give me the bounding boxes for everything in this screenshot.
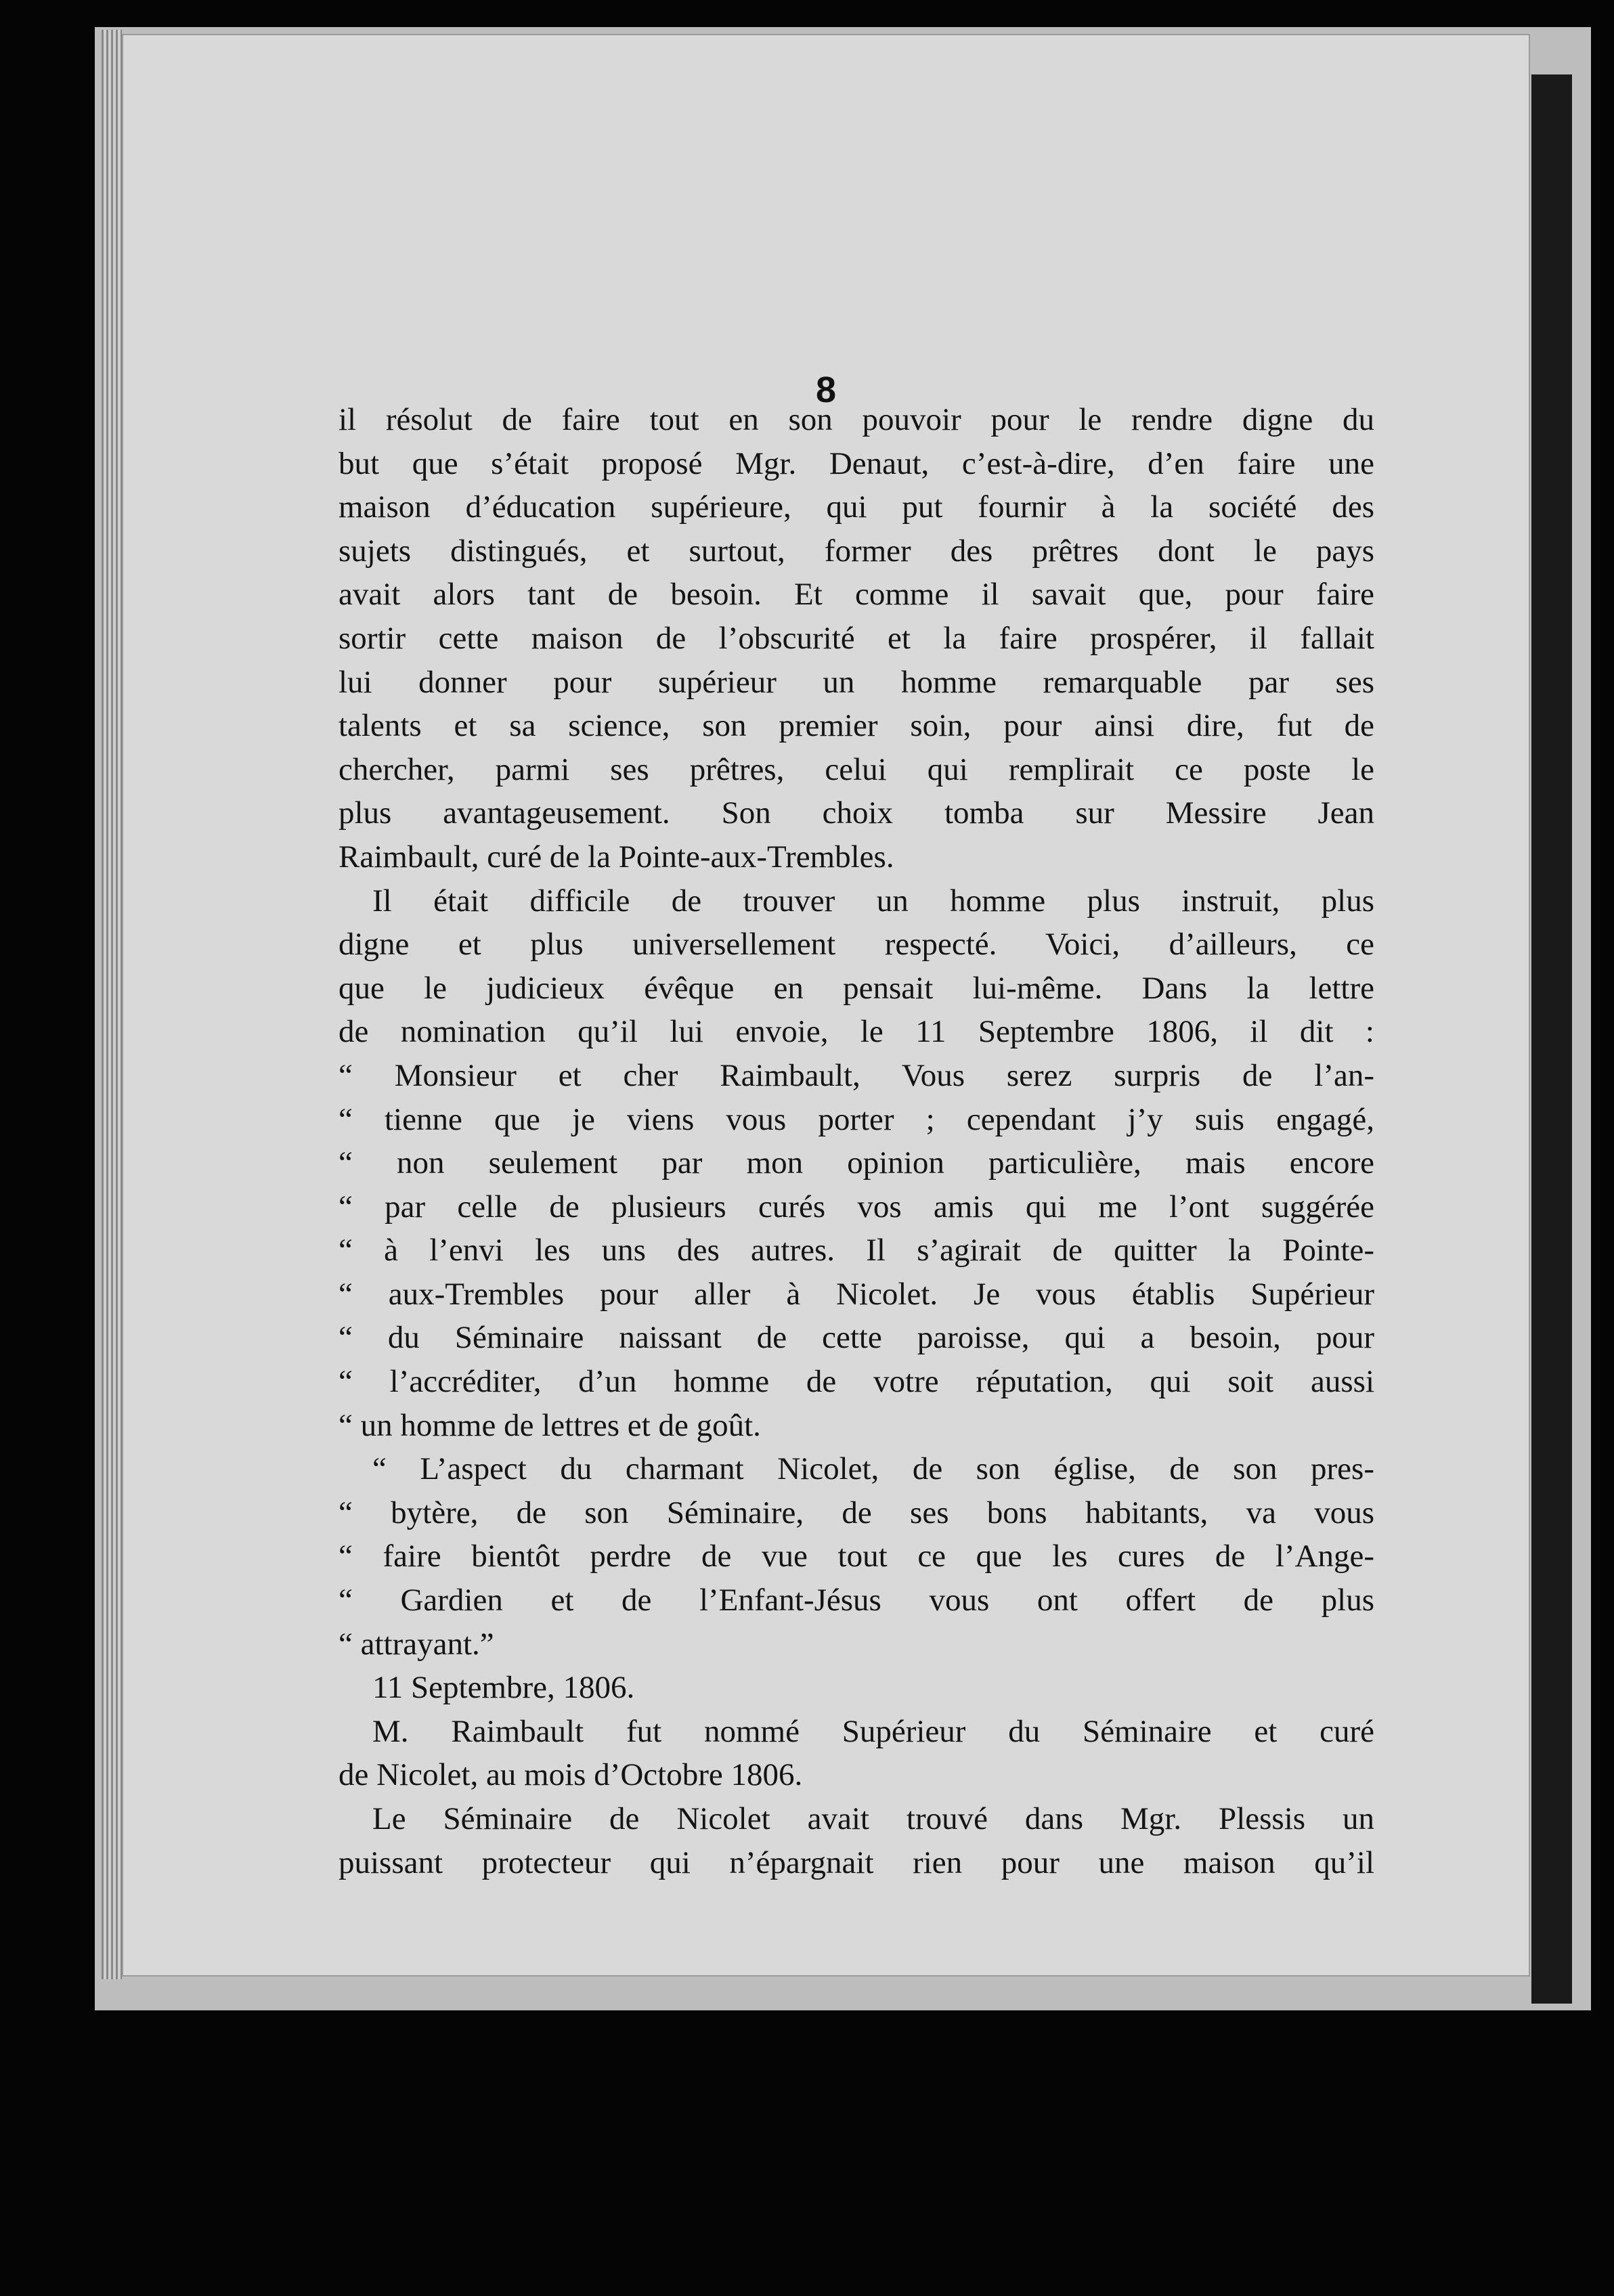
facing-page-edge [1531,74,1572,2004]
body-text [339,398,1374,1884]
text-line: “ bytère, de son Séminaire, de ses bons habitants, va vous [339,1495,1374,1530]
text-line: “ un homme de lettres et de goût. [339,1407,761,1443]
text-line: digne et plus universellement respecté. Voici, d’ailleurs, ce [339,927,1374,963]
text-line: Raimbault, curé de la Pointe-aux-Trembles. [339,839,894,875]
text-line: que le judicieux évêque en pensait lui-même. Dans la lettre [339,970,1374,1006]
text-line: “ attrayant.” [339,1626,494,1662]
text-line: talents et sa science, son premier soin, pour ainsi dire, fut de [339,708,1374,744]
text-line: Il était difficile de trouver un homme plus instruit, plus [372,883,1374,919]
page-edge [102,30,122,1979]
text-line: puissant protecteur qui n’épargnait rien pour une maison qu’il [339,1845,1374,1880]
text-line: “ L’aspect du charmant Nicolet, de son église, de son pres- [372,1451,1374,1487]
text-line: “ non seulement par mon opinion particulière, mais encore [339,1145,1374,1181]
text-line: “ tienne que je viens vous porter ; cependant j’y suis engagé, [339,1101,1374,1137]
text-line: lui donner pour supérieur un homme remarquable par ses [339,664,1374,700]
text-line: “ par celle de plusieurs curés vos amis qui me l’ont suggérée [339,1189,1374,1224]
text-line: il résolut de faire tout en son pouvoir pour le rendre digne du [339,402,1374,437]
text-line: de Nicolet, au mois d’Octobre 1806. [339,1757,803,1793]
text-line: 11 Septembre, 1806. [372,1670,635,1706]
text-line: “ Monsieur et cher Raimbault, Vous serez surpris de l’an- [339,1057,1374,1093]
text-line: Le Séminaire de Nicolet avait trouvé dans Mgr. Plessis un [372,1801,1374,1836]
text-line: “ Gardien et de l’Enfant-Jésus vous ont offert de plus [339,1583,1374,1618]
text-line: “ l’accréditer, d’un homme de votre réputation, qui soit aussi [339,1364,1374,1400]
text-line: “ aux-Trembles pour aller à Nicolet. Je vous établis Supérieur [339,1276,1374,1312]
text-line: sortir cette maison de l’obscurité et la faire prospérer, il fallait [339,620,1374,656]
text-line: de nomination qu’il lui envoie, le 11 Septembre 1806, il dit : [339,1014,1374,1050]
page-number: 8 [815,370,837,410]
text-line: M. Raimbault fut nommé Supérieur du Séminaire et curé [372,1713,1374,1749]
text-line: maison d’éducation supérieure, qui put fournir à la société des [339,489,1374,525]
text-line: “ faire bientôt perdre de vue tout ce que les cures de l’Ange- [339,1539,1374,1574]
text-line: “ à l’envi les uns des autres. Il s’agirait de quitter la Pointe- [339,1233,1374,1268]
text-line: chercher, parmi ses prêtres, celui qui remplirait ce poste le [339,751,1374,787]
text-line: sujets distingués, et surtout, former des prêtres dont le pays [339,533,1374,569]
text-line: “ du Séminaire naissant de cette paroisse, qui a besoin, pour [339,1320,1374,1356]
text-line: avait alors tant de besoin. Et comme il savait que, pour faire [339,577,1374,613]
text-line: plus avantageusement. Son choix tomba sur Messire Jean [339,795,1374,831]
text-line: but que s’était proposé Mgr. Denaut, c’est-à-dire, d’en faire une [339,445,1374,481]
